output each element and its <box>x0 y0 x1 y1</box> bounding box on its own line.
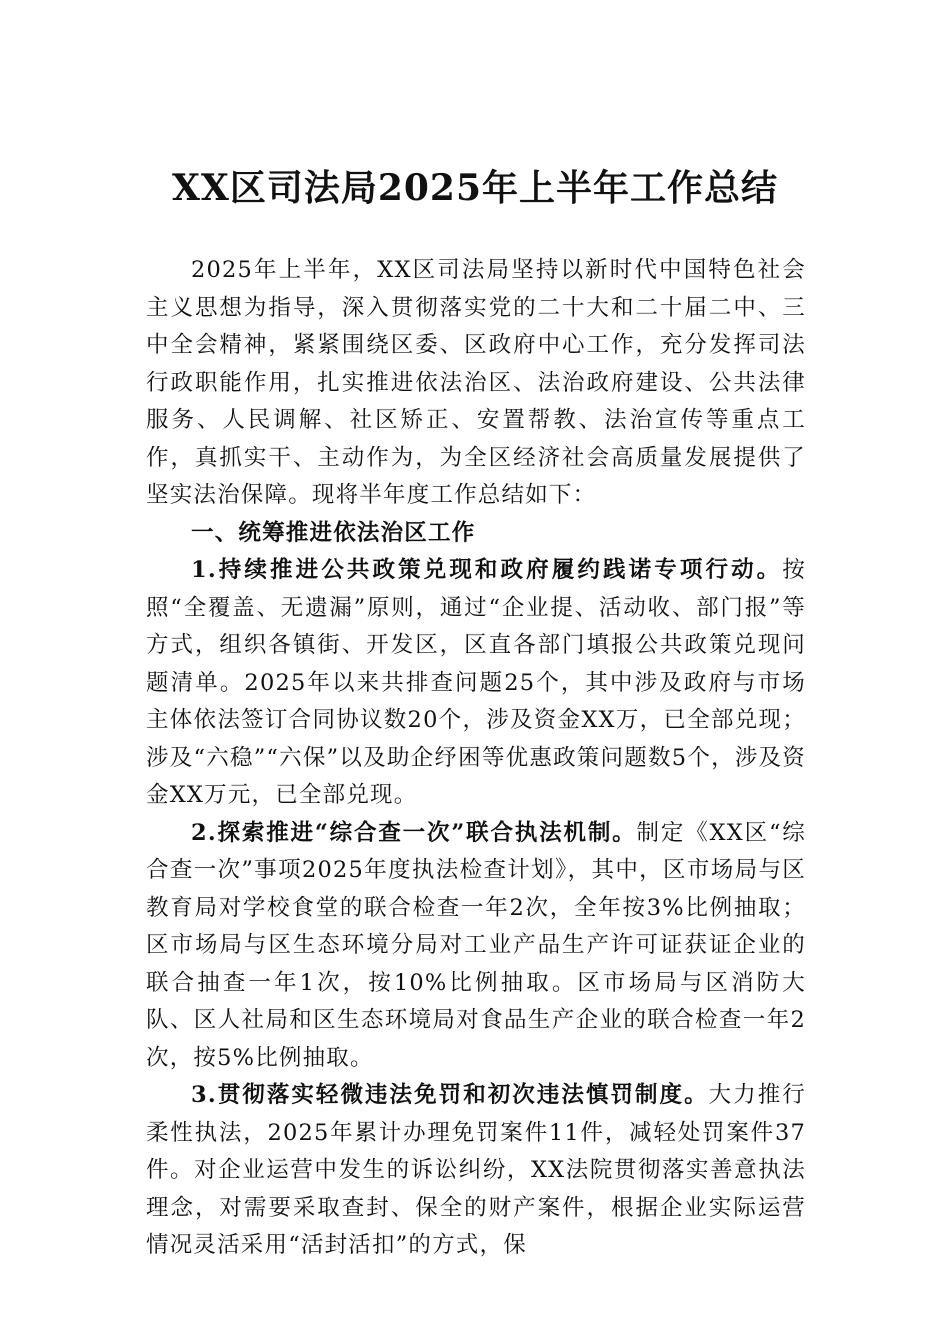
item-text-3: 大力推行柔性执法，2025年累计办理免罚案件11件，减轻处罚案件37件。对企业运营中发生的诉讼纠纷，XX法院贯彻落实善意执法理念，对需要采取查封、保全的财产案件，根据企业实际运营情况灵活采用“活封活扣”的方式，保 <box>146 1082 806 1258</box>
item-lead-3: 3.贯彻落实轻微违法免罚和初次违法慎罚制度。 <box>191 1082 709 1108</box>
item-paragraph-3 <box>146 1077 806 1265</box>
item-paragraph-2 <box>146 815 806 1078</box>
item-lead-1: 1.持续推进公共政策兑现和政府履约践诺专项行动。 <box>191 557 783 583</box>
document-body <box>146 252 806 1265</box>
section-heading: 一、统筹推进依法治区工作 <box>191 519 476 546</box>
item-paragraph-1 <box>146 552 806 815</box>
item-text-1: 按照“全覆盖、无遗漏”原则，通过“企业提、活动收、部门报”等方式，组织各镇街、开发区，区直各部门填报公共政策兑现问题清单。2025年以来共排查问题25个，其中涉及政府与市场主体依法签订合同协议数20个，涉及资金XX万，已全部兑现；涉及“六稳”“六保”以及助企纾困等优惠政策问题数5个，涉及资金XX万元，已全部兑现。 <box>146 557 806 808</box>
item-lead-2: 2.探索推进“综合查一次”联合执法机制。 <box>191 819 637 846</box>
document-title: XX区司法局2025年上半年工作总结 <box>171 167 779 209</box>
intro-paragraph: 2025年上半年，XX区司法局坚持以新时代中国特色社会主义思想为指导，深入贯彻落实党的二十大和二十届二中、三中全会精神，紧紧围绕区委、区政府中心工作，充分发挥司法行政职能作用，扎实推进依法治区、法治政府建设、公共法律服务、人民调解、社区矫正、安置帮教、法治宣传等重点工作，真抓实干、主动作为，为全区经济社会高质量发展提供了坚实法治保障。现将半年度工作总结如下： <box>146 257 806 508</box>
item-text-2: 制定《XX区“综合查一次”事项2025年度执法检查计划》，其中，区市场局与区教育局对学校食堂的联合检查一年2次，全年按3%比例抽取；区市场局与区生态环境分局对工业产品生产许可证获证企业的联合抽查一年1次，按10%比例抽取。区市场局与区消防大队、区人社局和区生态环境局对食品生产企业的联合检查一年2次，按5%比例抽取。 <box>146 819 807 1071</box>
